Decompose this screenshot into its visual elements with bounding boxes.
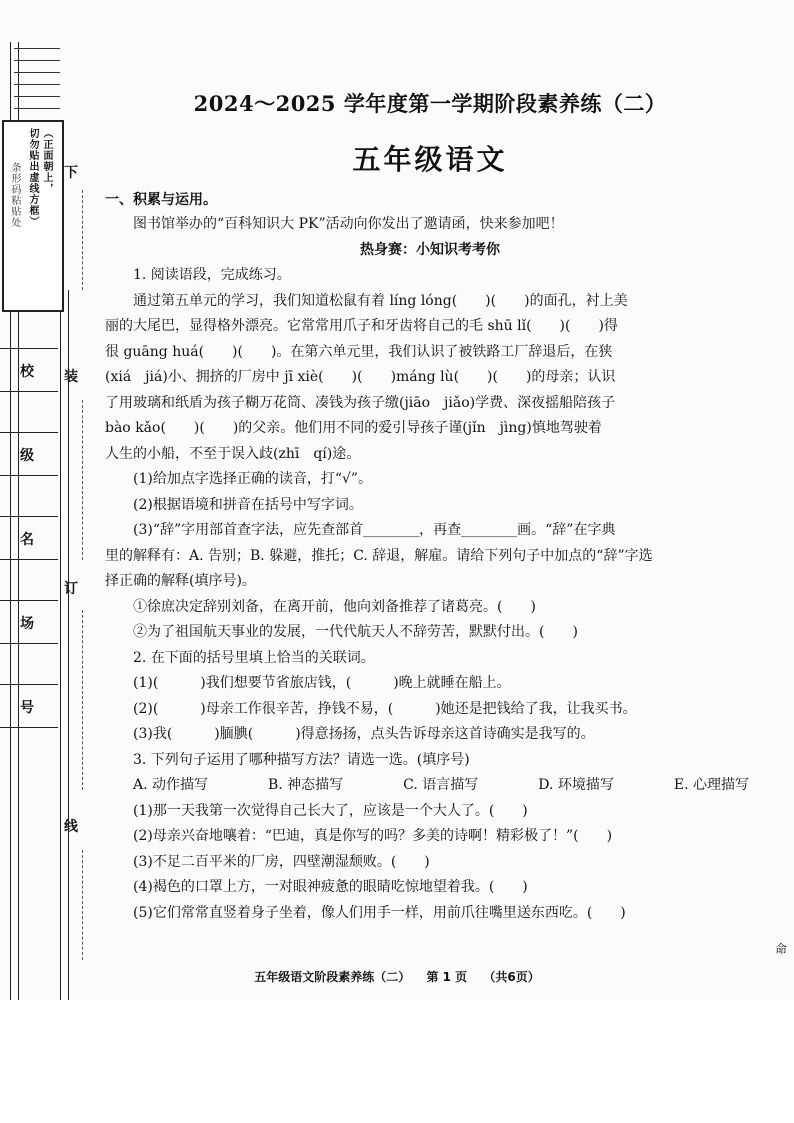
footer-page: 第 1 页 bbox=[426, 970, 468, 984]
seal-mark: 线 bbox=[64, 819, 78, 835]
binding-margin bbox=[0, 0, 120, 1000]
stub-lines bbox=[14, 42, 60, 132]
class-field[interactable]: 级 bbox=[0, 432, 58, 476]
section-heading: 一、积累与运用。 bbox=[105, 192, 217, 208]
answer-item[interactable]: (5)它们常常直竖着身子坐着，像人们用手一样，用前爪往嘴里送东西吃。( ) bbox=[133, 904, 626, 921]
page-footer bbox=[0, 968, 794, 985]
sub-question: (2)根据语境和拼音在括号中写字词。 bbox=[133, 496, 363, 513]
question-3-title: 3. 下列句子运用了哪种描写方法？请选一选。(填序号) bbox=[133, 751, 470, 768]
passage-line: 通过第五单元的学习，我们知道松鼠有着 líng lóng( )( )的面孔，衬上美 bbox=[133, 292, 628, 309]
barcode-label: 条形码粘贴处 bbox=[9, 162, 20, 228]
paste-notice-line1: （正面朝上， bbox=[41, 128, 52, 194]
paste-notice-line2: 切勿贴出虚线方框） bbox=[27, 128, 38, 227]
seal-mark: 订 bbox=[64, 581, 78, 597]
seat-number-field[interactable]: 号 bbox=[0, 684, 58, 728]
answer-item[interactable]: ②为了祖国航天事业的发展，一代代航天人不辞劳苦，默默付出。( ) bbox=[133, 624, 578, 640]
passage-line: 人生的小船，不至于误入歧(zhī qí)途。 bbox=[105, 445, 361, 462]
option: E. 心理描写 bbox=[673, 777, 749, 793]
option-list bbox=[105, 773, 755, 799]
edge-mark: 命 bbox=[775, 942, 788, 956]
cut-line bbox=[82, 400, 83, 560]
margin-line bbox=[60, 290, 61, 1000]
exam-room-field[interactable]: 场 bbox=[0, 600, 58, 644]
answer-item[interactable]: (3)不足二百平米的厂房，四壁潮湿颓败。( ) bbox=[133, 853, 430, 870]
option: B. 神态描写 bbox=[267, 777, 344, 793]
barcode-paste-area bbox=[2, 120, 64, 312]
footer-total: （共6页） bbox=[483, 970, 540, 984]
passage-line: (xiá jiá)小、拥挤的厂房中 jī xiè( )( )máng lù( )( )的母亲；认识 bbox=[105, 369, 616, 385]
answer-item[interactable]: (1)那一天我第一次觉得自己长大了，应该是一个大人了。( ) bbox=[133, 802, 528, 819]
passage-line: bào kǎo( )( )的父亲。他们用不同的爱引导孩子谨(jǐn jìng)慎地驾驶着 bbox=[105, 420, 602, 436]
name-field[interactable]: 名 bbox=[0, 516, 58, 560]
cut-line bbox=[82, 850, 83, 960]
sub-question: (1)给加点字选择正确的读音，打“√”。 bbox=[133, 471, 373, 487]
school-field[interactable]: 校 bbox=[0, 348, 58, 392]
option: A. 动作描写 bbox=[133, 777, 209, 793]
question-2-title: 2. 在下面的括号里填上恰当的关联词。 bbox=[133, 649, 375, 666]
answer-item[interactable]: (2)( )母亲工作很辛苦，挣钱不易，( )她还是把钱给了我，让我买书。 bbox=[133, 700, 637, 717]
sub-question-line: 里的解释有：A. 告别；B. 躲避，推托；C. 辞退，解雇。请给下列句子中加点的“辞”字选 bbox=[105, 547, 653, 564]
cut-line bbox=[82, 190, 83, 290]
section-intro: 图书馆举办的“百科知识大 PK”活动向你发出了邀请函，快来参加吧！ bbox=[133, 216, 564, 232]
sub-question-line: 择正确的解释(填序号)。 bbox=[105, 573, 256, 589]
cut-line bbox=[82, 610, 83, 790]
answer-item[interactable]: (1)( )我们想要节省旅店钱，( )晚上就睡在船上。 bbox=[133, 675, 511, 691]
sub-question: (3)“辞”字用部首查字法，应先查部首________，再查________画。“辞”在字典 bbox=[133, 522, 616, 538]
footer-name: 五年级语文阶段素养练（二） bbox=[254, 970, 411, 984]
passage-line: 了用玻璃和纸盾为孩子糊万花筒、凑钱为孩子缴(jiāo jiǎo)学费、深夜摇船陪孩子 bbox=[105, 394, 616, 411]
round-title: 热身赛：小知识考考你 bbox=[360, 241, 500, 258]
exam-content bbox=[105, 88, 755, 926]
passage-line: 丽的大尾巴，显得格外漂亮。它常常用爪子和牙齿将自己的毛 shū lǐ( )( )得 bbox=[105, 318, 618, 334]
exam-subject: 五年级语文 bbox=[352, 143, 508, 176]
question-1-title: 1. 阅读语段，完成练习。 bbox=[133, 267, 291, 283]
seal-mark: 装 bbox=[64, 369, 78, 385]
answer-item[interactable]: (4)褐色的口罩上方，一对眼神疲惫的眼睛吃惊地望着我。( ) bbox=[133, 879, 528, 895]
seal-mark: 下 bbox=[64, 165, 78, 181]
exam-title: 2024～2025 学年度第一学期阶段素养练（二） bbox=[193, 91, 667, 116]
option: D. 环境描写 bbox=[538, 777, 614, 793]
answer-item[interactable]: (2)母亲兴奋地嚷着：“巴迪，真是你写的吗？多美的诗啊！精彩极了！”( ) bbox=[133, 828, 613, 844]
answer-item[interactable]: (3)我( )腼腆( )得意扬扬，点头告诉母亲这首诗确实是我写的。 bbox=[133, 726, 595, 742]
passage-line: 很 guāng huá( )( )。在第六单元里，我们认识了被铁路工厂辞退后，在狭 bbox=[105, 343, 613, 360]
option: C. 语言描写 bbox=[403, 777, 479, 793]
answer-item[interactable]: ①徐庶决定辞别刘备，在离开前，他向刘备推荐了诸葛亮。( ) bbox=[133, 598, 536, 615]
margin-line bbox=[68, 290, 69, 1000]
